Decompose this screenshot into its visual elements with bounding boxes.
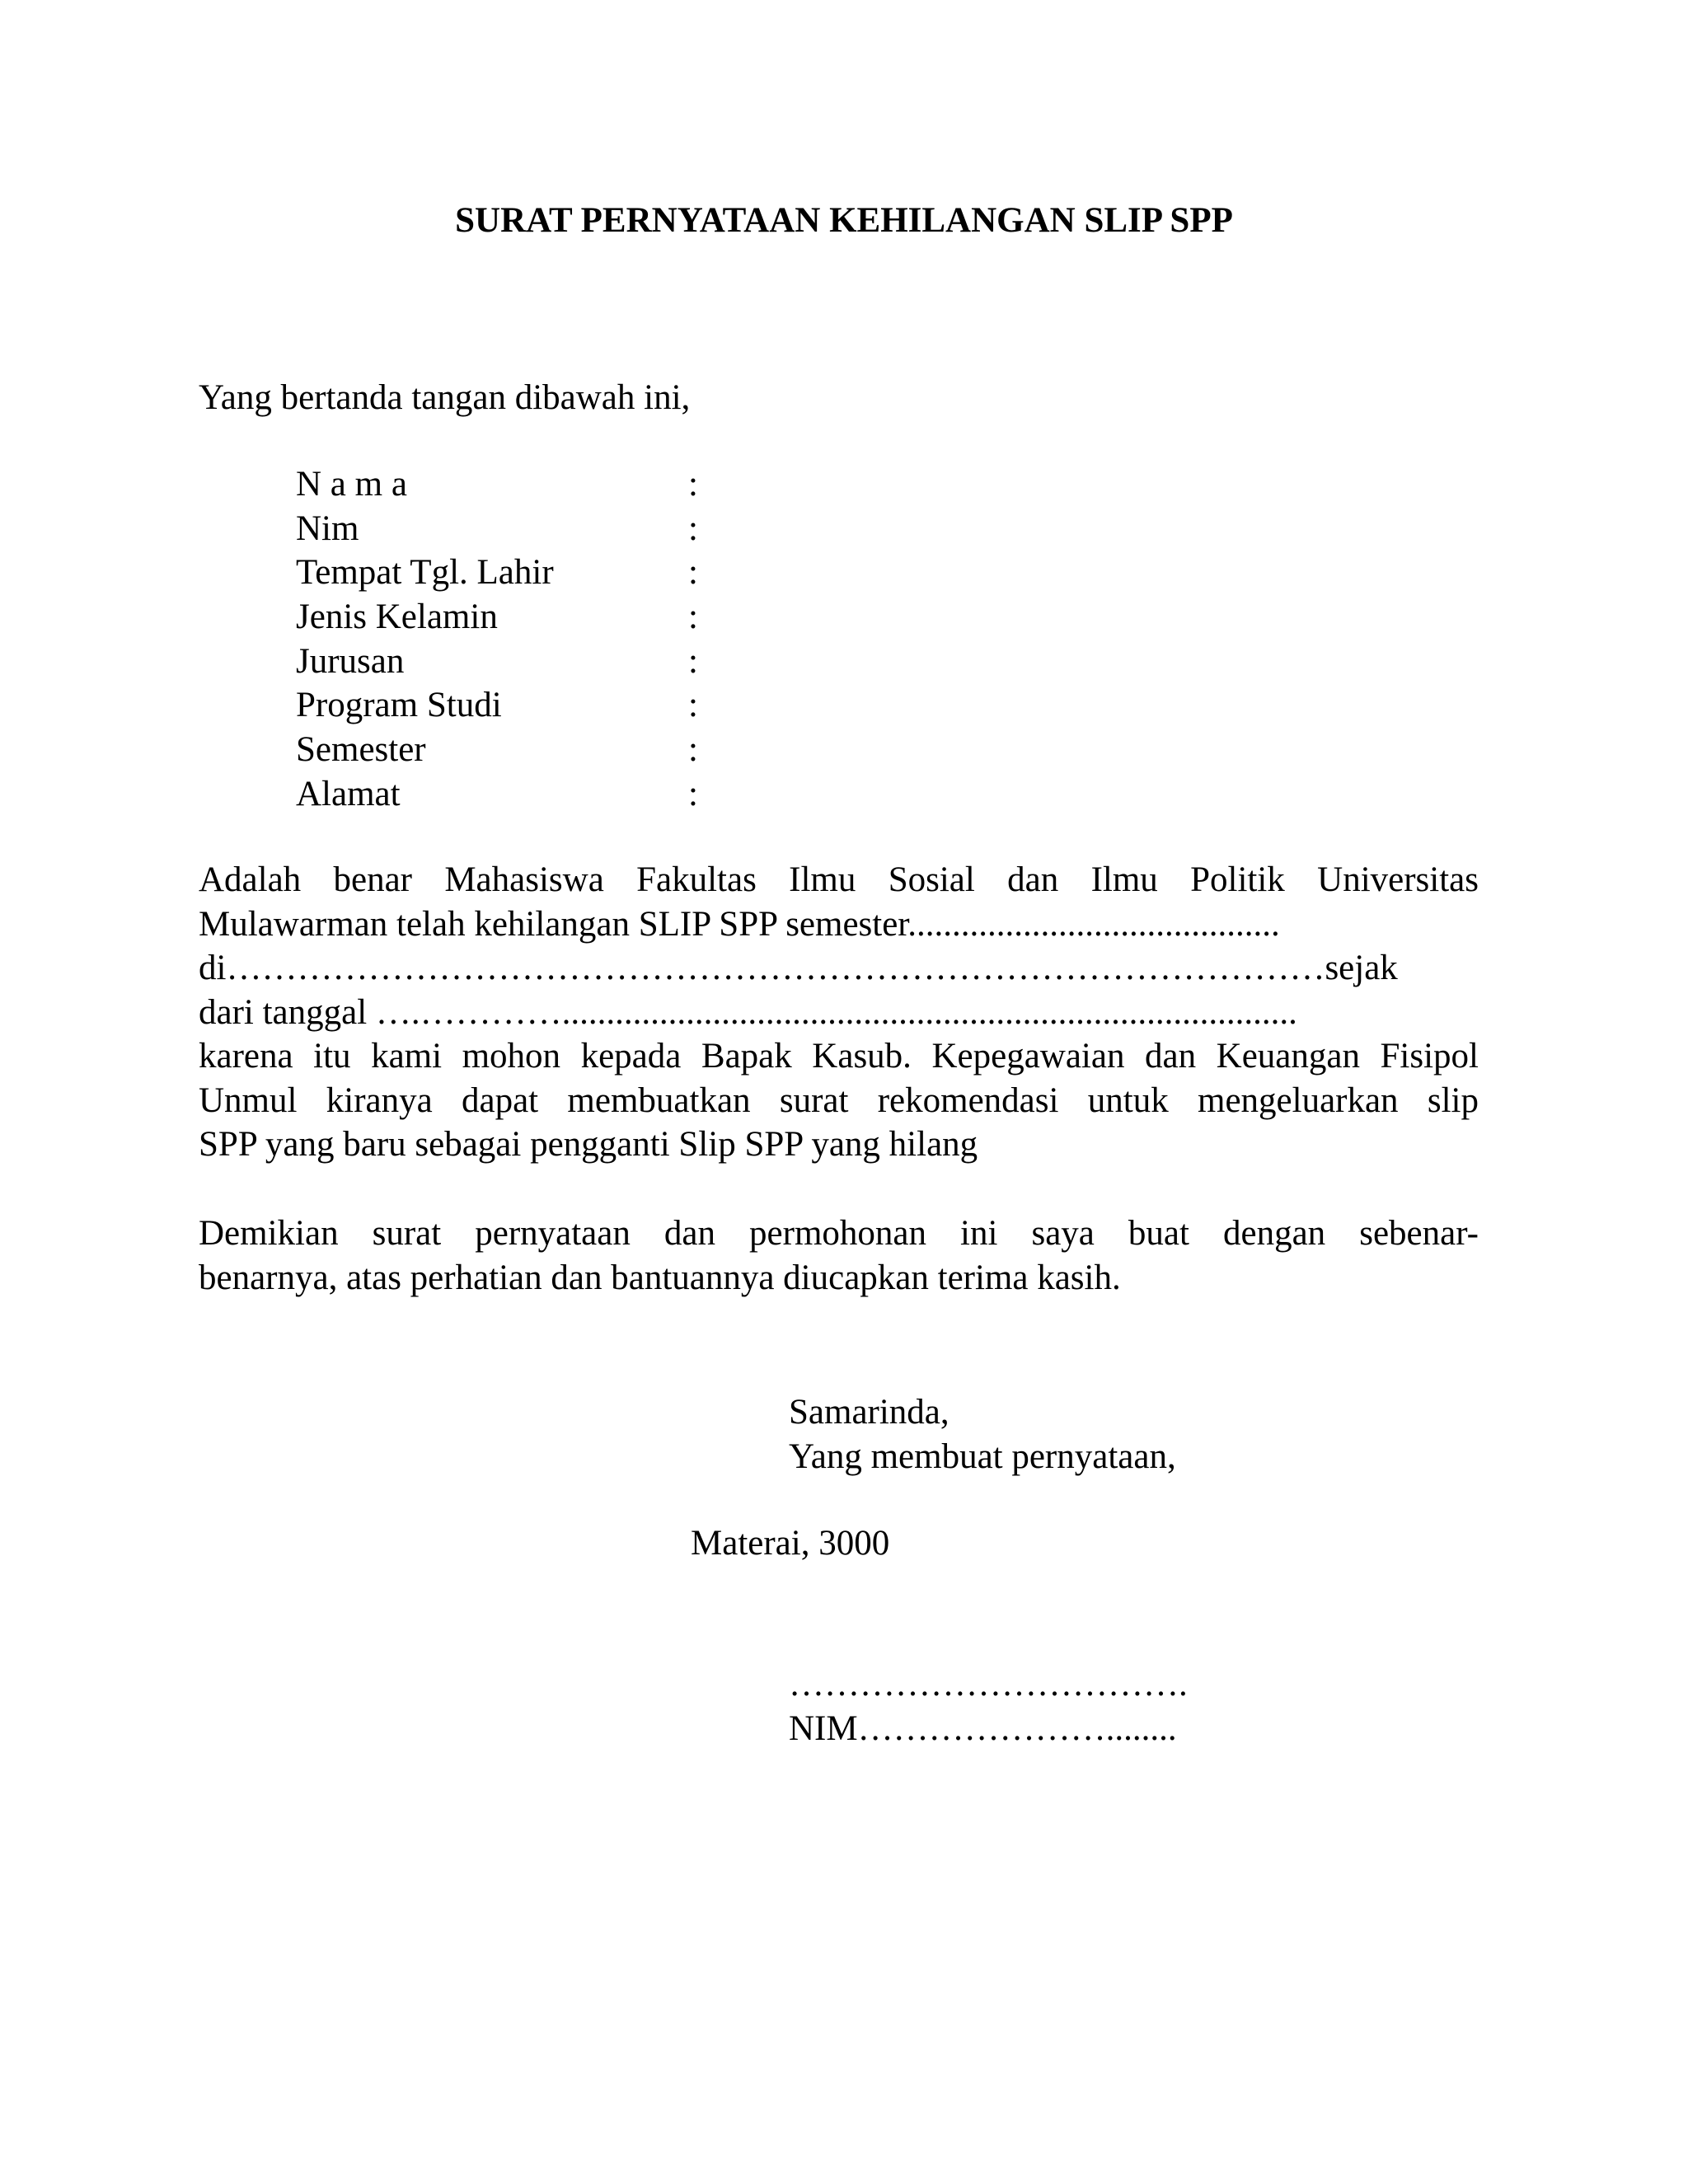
field-colon: :: [688, 641, 698, 681]
field-colon: :: [688, 465, 698, 504]
paragraph-line: Unmul kiranya dapat membuatkan surat rekomendasi untuk mengeluarkan slip: [199, 1080, 1479, 1120]
signature-line: …………………………….: [789, 1665, 1188, 1704]
nim-line: NIM…………………........: [789, 1708, 1177, 1748]
paragraph-line: Adalah benar Mahasiswa Fakultas Ilmu Sosial dan Ilmu Politik Universitas: [199, 860, 1479, 899]
field-row-tempat-tgl-lahir: [296, 551, 790, 595]
field-label: Semester: [296, 730, 426, 770]
field-colon: :: [688, 598, 698, 637]
field-row-jenis-kelamin: [296, 595, 790, 640]
field-colon: :: [688, 509, 698, 548]
paragraph-line: benarnya, atas perhatian dan bantuannya diucapkan terima kasih.: [199, 1258, 1121, 1297]
field-label: Tempat Tgl. Lahir: [296, 553, 554, 593]
field-row-nim: [296, 507, 790, 551]
field-label: Jenis Kelamin: [296, 598, 498, 637]
signature-block: [789, 1662, 1188, 1750]
field-row-nama: [296, 462, 790, 507]
field-label: Alamat: [296, 774, 401, 813]
field-label: Jurusan: [296, 641, 405, 681]
field-colon: :: [688, 774, 698, 813]
document-title: SURAT PERNYATAAN KEHILANGAN SLIP SPP: [455, 201, 1233, 240]
stamp-note: Materai, 3000: [691, 1524, 890, 1563]
paragraph-line: dari tanggal ….…………...................................................................................: [199, 992, 1297, 1032]
place-text: Samarinda,: [789, 1393, 950, 1432]
statement-paragraph: [199, 858, 1479, 1167]
field-label: N a m a: [296, 465, 407, 504]
field-colon: :: [688, 686, 698, 725]
field-row-program-studi: [296, 683, 790, 728]
field-colon: :: [688, 553, 698, 593]
opening-line: Yang bertanda tangan dibawah ini,: [199, 378, 691, 417]
field-row-semester: [296, 728, 790, 772]
closing-paragraph: [199, 1212, 1479, 1300]
field-label: Program Studi: [296, 686, 502, 725]
signer-caption: Yang membuat pernyataan,: [789, 1436, 1176, 1476]
paragraph-line: Demikian surat pernyataan dan permohonan ini saya buat dengan sebenar-: [199, 1214, 1479, 1253]
field-label: Nim: [296, 509, 359, 548]
identity-fields: [296, 462, 790, 817]
paragraph-line: di…………………………………………………………………………………sejak: [199, 949, 1398, 987]
signature-block-header: [789, 1390, 1176, 1479]
field-row-jurusan: [296, 640, 790, 684]
field-row-alamat: [296, 772, 790, 817]
paragraph-line: karena itu kami mohon kepada Bapak Kasub. Kepegawaian dan Keuangan Fisipol: [199, 1037, 1479, 1076]
field-colon: :: [688, 730, 698, 770]
paragraph-line: SPP yang baru sebagai pengganti Slip SPP yang hilang: [199, 1125, 978, 1164]
paragraph-line: Mulawarman telah kehilangan SLIP SPP semester..........................................: [199, 904, 1280, 944]
